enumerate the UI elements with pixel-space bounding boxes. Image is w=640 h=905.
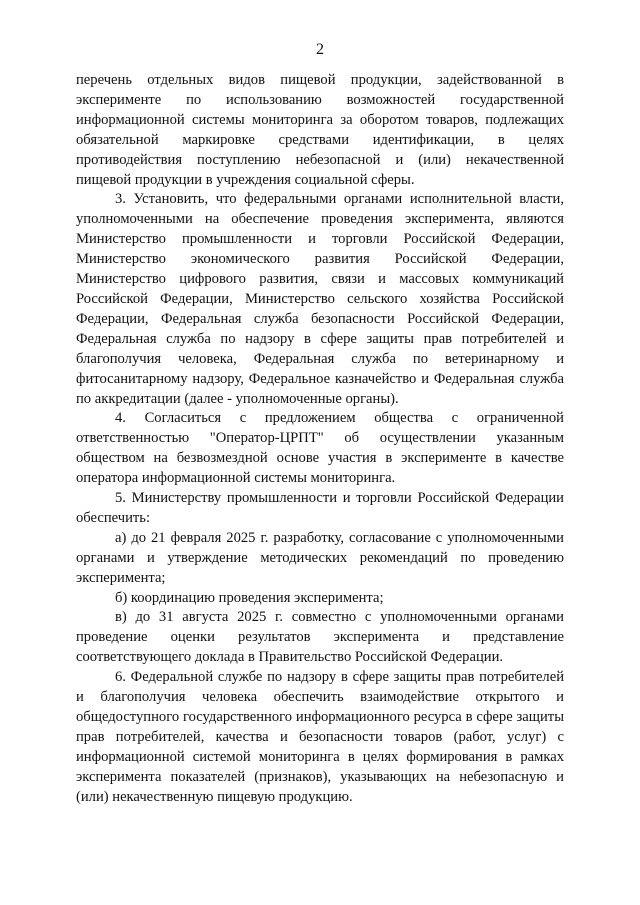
paragraph-list-continuation: перечень отдельных видов пищевой продукции, задействованной в эксперименте по использованию возможностей государственной информационной системы мониторинга за оборотом товаров, подлежащих обязательной маркировке средствами идентификации, в целях противодействия поступлению небезопасной и (или) некачественной пищевой продукции в учреждения социальной сферы.: [76, 72, 564, 188]
document-body: [76, 71, 564, 808]
paragraph-item-5c: в) до 31 августа 2025 г. совместно с уполномоченными органами проведение оценки результатов эксперимента и представление соответствующего доклада в Правительство Российской Федерации.: [76, 609, 564, 666]
paragraph-item-5b: б) координацию проведения эксперимента;: [115, 589, 384, 606]
page-number: 2: [316, 41, 324, 58]
paragraph-item-5a: а) до 21 февраля 2025 г. разработку, согласование с уполномоченными органами и утверждение методических рекомендаций по проведению эксперимента;: [76, 529, 564, 586]
paragraph-item-5: 5. Министерству промышленности и торговли Российской Федерации обеспечить:: [76, 490, 564, 526]
paragraph-item-3: 3. Установить, что федеральными органами исполнительной власти, уполномоченными на обеспечение проведения эксперимента, являются Министерство промышленности и торговли Российской Федерации, Министерство экономического развития Российской Федерации, Министерство цифрового развития, связи и массовых коммуникаций Российской Федерации, Министерство сельского хозяйства Российской Федерации, Федеральная служба безопасности Российской Федерации, Федеральная служба по надзору в сфере защиты прав потребителей и благополучия человека, Федеральная служба по ветеринарному и фитосанитарному надзору, Федеральное казначейство и Федеральная служба по аккредитации (далее - уполномоченные органы).: [76, 191, 564, 407]
paragraph-item-6: 6. Федеральной службе по надзору в сфере защиты прав потребителей и благополучия человека обеспечить взаимодействие открытого и общедоступного государственного информационного ресурса в сфере защиты прав потребителей, качества и безопасности товаров (работ, услуг) с информационной системой мониторинга в целях формирования в рамках эксперимента показателей (признаков), указывающих на небезопасную и (или) некачественную пищевую продукцию.: [76, 669, 564, 805]
paragraph-item-4: 4. Согласиться с предложением общества с ограниченной ответственностью "Оператор-ЦРПТ" об осуществлении указанным обществом на безвозмездной основе участия в эксперименте в качестве оператора информационной системы мониторинга.: [76, 410, 564, 487]
